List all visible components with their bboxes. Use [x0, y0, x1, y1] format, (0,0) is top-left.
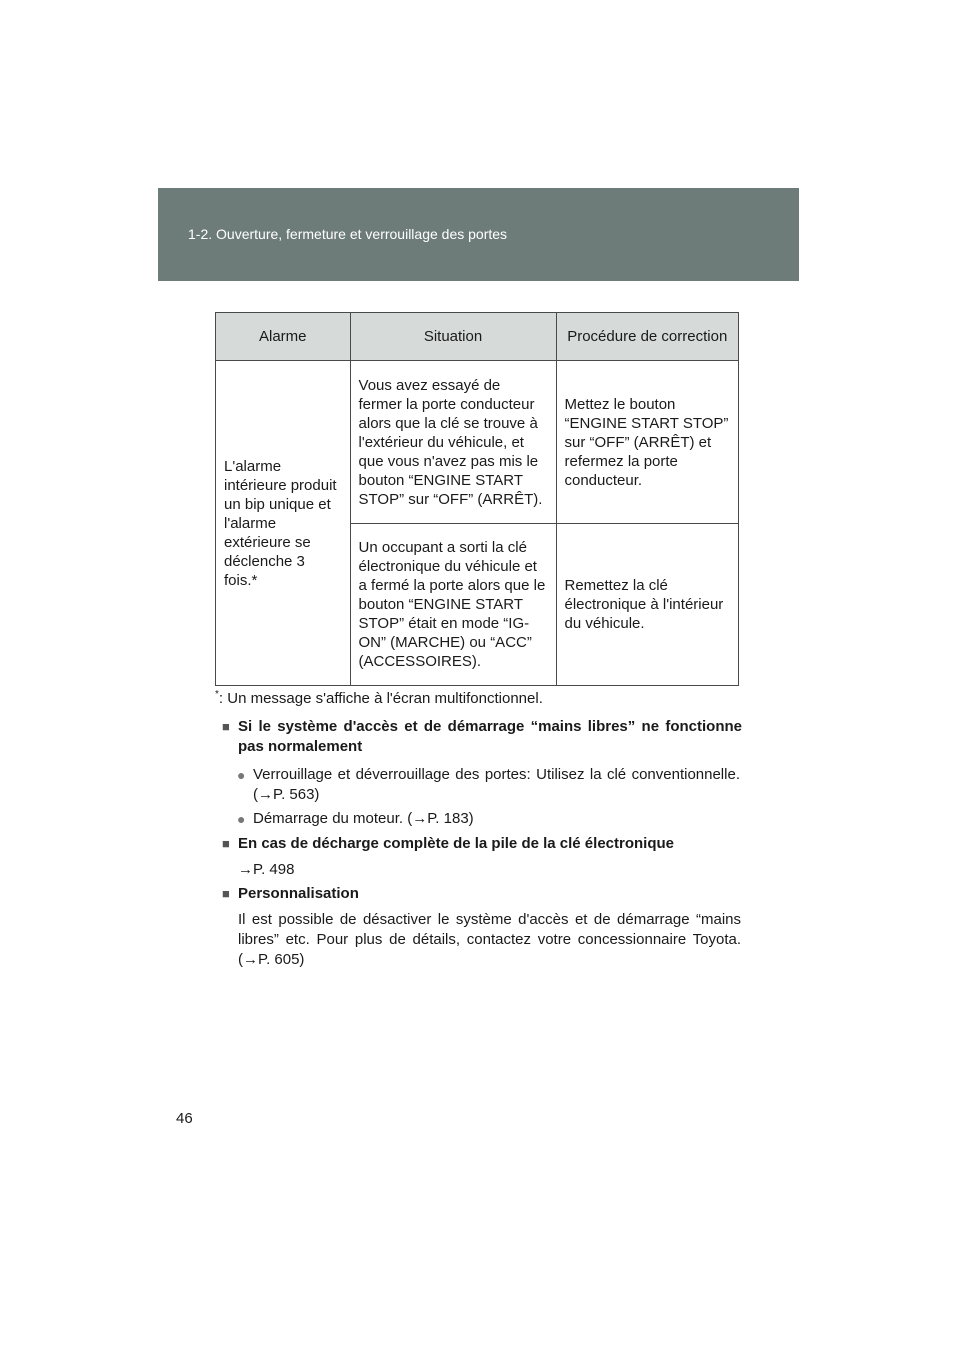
list-item-text: Démarrage du moteur. (→P. 183)	[253, 810, 474, 827]
header-situation: Situation	[350, 313, 556, 361]
section-heading-text: Personnalisation	[238, 885, 359, 902]
section-heading-text: En cas de décharge complète de la pile de la clé électronique	[238, 835, 674, 852]
circle-bullet-icon: ●	[237, 811, 246, 827]
section-heading	[222, 834, 742, 854]
page-number: 46	[176, 1110, 193, 1127]
section-heading	[222, 884, 742, 904]
square-bullet-icon: ■	[222, 886, 230, 901]
alarm-table	[215, 312, 739, 686]
section-heading	[222, 717, 742, 757]
header-alarm: Alarme	[216, 313, 351, 361]
table-header-row	[216, 313, 739, 361]
header-correction: Procédure de correction	[556, 313, 739, 361]
square-bullet-icon: ■	[222, 719, 230, 734]
correction-cell: Mettez le bouton “ENGINE START STOP” sur “OFF” (ARRÊT) et refermez la porte conducteur.	[556, 361, 739, 524]
table-row	[216, 361, 739, 524]
header-band	[158, 188, 799, 281]
page-reference: →P. 498	[238, 861, 295, 878]
correction-cell: Remettez la clé électronique à l'intérieur du véhicule.	[556, 524, 739, 686]
square-bullet-icon: ■	[222, 836, 230, 851]
list-item	[237, 765, 740, 805]
section-heading-text: Si le système d'accès et de démarrage “mains libres” ne fonctionne pas normalement	[238, 718, 742, 755]
list-item	[237, 809, 740, 829]
footnote-mark: *	[215, 689, 219, 700]
footnote	[215, 689, 543, 707]
list-item-text: Verrouillage et déverrouillage des portes: Utilisez la clé conventionnelle. (→P. 563)	[253, 766, 740, 803]
customization-text: Il est possible de désactiver le système d'accès et de démarrage “mains libres” etc. Pour plus de détails, contactez votre concessionnaire Toyota. (→P. 605)	[238, 911, 741, 968]
section-title: 1-2. Ouverture, fermeture et verrouillage des portes	[188, 226, 508, 242]
footnote-text: : Un message s'affiche à l'écran multifonctionnel.	[218, 690, 543, 707]
circle-bullet-icon: ●	[237, 767, 246, 783]
situation-cell: Vous avez essayé de fermer la porte conducteur alors que la clé se trouve à l'extérieur du véhicule, et que vous n'avez pas mis le bouton “ENGINE START STOP” sur “OFF” (ARRÊT).	[350, 361, 556, 524]
alarm-cell: L'alarme intérieure produit un bip unique et l'alarme extérieure se déclenche 3 fois.*	[216, 361, 351, 686]
situation-cell: Un occupant a sorti la clé électronique du véhicule et a fermé la porte alors que le bouton “ENGINE START STOP” était en mode “IG-ON” (MARCHE) ou “ACC” (ACCESSOIRES).	[350, 524, 556, 686]
